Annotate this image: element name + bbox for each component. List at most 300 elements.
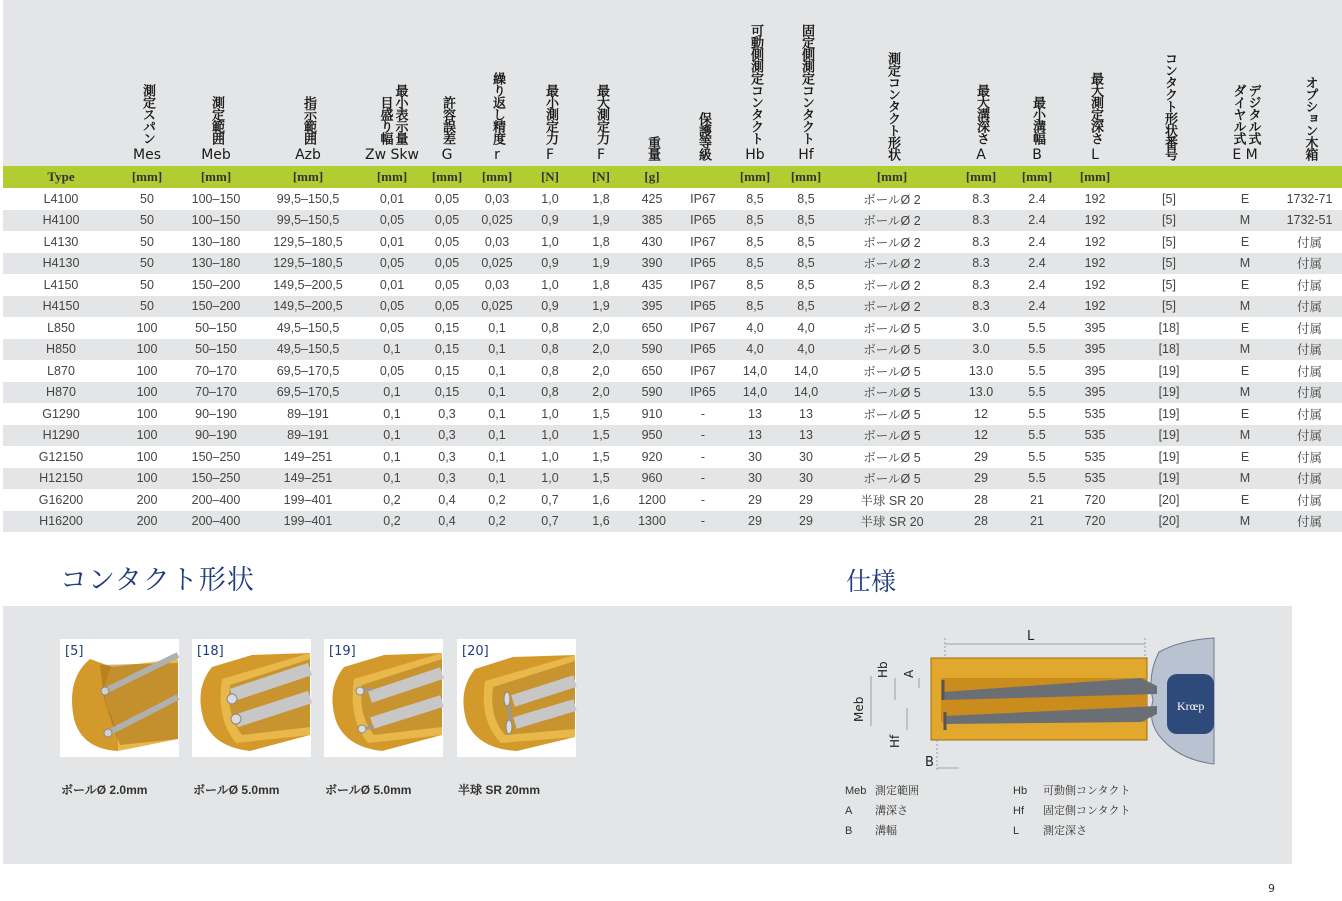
table-cell: 0,1 xyxy=(469,317,525,339)
legend-item xyxy=(845,822,897,838)
column-header xyxy=(1125,0,1213,166)
table-cell: 2.4 xyxy=(1009,231,1065,253)
column-header-label: コンタクト形状番号 xyxy=(1162,52,1177,160)
table-cell: M xyxy=(1213,253,1277,275)
table-cell: ボールØ 2 xyxy=(831,296,953,318)
table-cell: 8,5 xyxy=(729,188,781,210)
table-cell: 0,1 xyxy=(359,403,425,425)
unit-cell: [mm] xyxy=(119,166,175,188)
table-cell: 0,1 xyxy=(359,468,425,490)
unit-cell xyxy=(677,166,729,188)
table-cell: 0,025 xyxy=(469,253,525,275)
table-cell: 1,8 xyxy=(575,188,627,210)
legend-abbr: A xyxy=(845,805,853,817)
table-cell: 8.3 xyxy=(953,231,1009,253)
table-cell: 2,0 xyxy=(575,317,627,339)
column-header xyxy=(1213,0,1277,166)
table-cell: 4,0 xyxy=(729,317,781,339)
table-cell: 1300 xyxy=(627,511,677,533)
column-header xyxy=(359,0,425,166)
table-cell: 395 xyxy=(627,296,677,318)
table-cell: 0,05 xyxy=(425,210,469,232)
unit-cell xyxy=(1277,166,1342,188)
table-cell: 100–150 xyxy=(175,210,257,232)
table-cell: 129,5–180,5 xyxy=(257,253,359,275)
column-symbol: A xyxy=(976,147,986,163)
table-cell: ボールØ 5 xyxy=(831,339,953,361)
table-cell: 720 xyxy=(1065,489,1125,511)
table-cell: 1,9 xyxy=(575,253,627,275)
table-cell: 5.5 xyxy=(1009,403,1065,425)
table-cell: 70–170 xyxy=(175,382,257,404)
table-cell: 5.5 xyxy=(1009,339,1065,361)
table-cell: 付属 xyxy=(1277,403,1342,425)
table-cell: 395 xyxy=(1065,360,1125,382)
table-cell: 100 xyxy=(119,339,175,361)
column-symbol: E M xyxy=(1232,147,1258,163)
table-cell: 192 xyxy=(1065,296,1125,318)
table-cell: 1,0 xyxy=(525,446,575,468)
table-cell: 69,5–170,5 xyxy=(257,360,359,382)
table-cell: 14,0 xyxy=(781,382,831,404)
table-cell: 0,05 xyxy=(359,296,425,318)
legend-text: 溝深さ xyxy=(875,805,908,817)
table-row xyxy=(3,425,1342,447)
type-cell: L4100 xyxy=(3,188,119,210)
table-cell: E xyxy=(1213,403,1277,425)
type-cell: H850 xyxy=(3,339,119,361)
table-cell: 2.4 xyxy=(1009,210,1065,232)
table-cell: 200–400 xyxy=(175,489,257,511)
table-cell: 49,5–150,5 xyxy=(257,317,359,339)
table-cell: M xyxy=(1213,296,1277,318)
table-cell: 0,05 xyxy=(359,317,425,339)
table-cell: 0,1 xyxy=(359,339,425,361)
table-cell: 192 xyxy=(1065,188,1125,210)
column-header xyxy=(3,0,119,166)
bottom-band xyxy=(3,606,1292,864)
table-cell: 50 xyxy=(119,231,175,253)
column-header-label: 最大測定深さ xyxy=(1088,72,1103,144)
table-cell: 920 xyxy=(627,446,677,468)
table-cell: 49,5–150,5 xyxy=(257,339,359,361)
table-cell: 8.3 xyxy=(953,274,1009,296)
unit-cell: [mm] xyxy=(359,166,425,188)
column-symbol: Azb xyxy=(295,147,321,163)
column-header xyxy=(175,0,257,166)
table-cell: 192 xyxy=(1065,231,1125,253)
table-cell: 0,01 xyxy=(359,231,425,253)
column-symbol: Meb xyxy=(201,147,231,163)
table-cell: 129,5–180,5 xyxy=(257,231,359,253)
table-row xyxy=(3,317,1342,339)
table-cell: 8.3 xyxy=(953,210,1009,232)
table-cell: 0,4 xyxy=(425,489,469,511)
column-header xyxy=(781,0,831,166)
table-cell: 720 xyxy=(1065,511,1125,533)
table-cell: IP67 xyxy=(677,317,729,339)
table-cell: 199–401 xyxy=(257,489,359,511)
column-header-label: オプション木箱 xyxy=(1302,76,1318,160)
table-cell: 1,5 xyxy=(575,446,627,468)
table-cell: [19] xyxy=(1125,360,1213,382)
table-cell: 13 xyxy=(729,403,781,425)
table-cell: 0,7 xyxy=(525,489,575,511)
table-cell: ボールØ 2 xyxy=(831,231,953,253)
table-cell: 100 xyxy=(119,425,175,447)
page-number: 9 xyxy=(1268,882,1275,895)
type-cell: H4100 xyxy=(3,210,119,232)
column-header-label: 最小表示量 xyxy=(392,84,408,144)
column-header-label: 測定範囲 xyxy=(209,96,224,144)
column-header-label: 保護等級 xyxy=(696,112,711,160)
unit-cell: [g] xyxy=(627,166,677,188)
shape-card-20 xyxy=(457,639,576,757)
table-cell: M xyxy=(1213,511,1277,533)
shape-caption-5: ボールØ 2.0mm xyxy=(61,783,148,797)
table-cell: 390 xyxy=(627,253,677,275)
table-cell: ボールØ 5 xyxy=(831,425,953,447)
table-cell: 8.3 xyxy=(953,188,1009,210)
table-cell: [5] xyxy=(1125,253,1213,275)
table-cell: IP67 xyxy=(677,188,729,210)
table-cell: 150–200 xyxy=(175,274,257,296)
table-row xyxy=(3,489,1342,511)
table-cell: 149–251 xyxy=(257,468,359,490)
table-cell: 535 xyxy=(1065,403,1125,425)
table-cell: 4,0 xyxy=(729,339,781,361)
table-cell: - xyxy=(677,468,729,490)
table-cell: 0,9 xyxy=(525,210,575,232)
table-cell: 0,3 xyxy=(425,403,469,425)
table-cell: [19] xyxy=(1125,425,1213,447)
table-cell: 0,15 xyxy=(425,317,469,339)
table-cell: 半球 SR 20 xyxy=(831,489,953,511)
table-cell: 付属 xyxy=(1277,360,1342,382)
column-header xyxy=(677,0,729,166)
table-cell: 付属 xyxy=(1277,489,1342,511)
table-cell: [18] xyxy=(1125,317,1213,339)
table-cell: 13.0 xyxy=(953,360,1009,382)
table-cell: 0,1 xyxy=(359,425,425,447)
type-cell: L850 xyxy=(3,317,119,339)
table-cell: IP65 xyxy=(677,253,729,275)
table-cell: ボールØ 5 xyxy=(831,403,953,425)
table-cell: ボールØ 2 xyxy=(831,210,953,232)
table-cell: [20] xyxy=(1125,489,1213,511)
table-cell: 100 xyxy=(119,360,175,382)
type-cell: G12150 xyxy=(3,446,119,468)
table-cell: 8,5 xyxy=(729,296,781,318)
type-cell: G1290 xyxy=(3,403,119,425)
table-cell: 192 xyxy=(1065,210,1125,232)
table-cell: 12 xyxy=(953,403,1009,425)
table-cell: 0,8 xyxy=(525,339,575,361)
table-row xyxy=(3,253,1342,275)
unit-cell: Type xyxy=(3,166,119,188)
table-cell: 1,8 xyxy=(575,274,627,296)
table-cell: 50 xyxy=(119,188,175,210)
table-cell: 199–401 xyxy=(257,511,359,533)
shape-caption-20: 半球 SR 20mm xyxy=(458,783,541,797)
column-header-label: 繰り返し精度 xyxy=(490,72,505,144)
column-header xyxy=(257,0,359,166)
table-cell: ボールØ 5 xyxy=(831,382,953,404)
table-cell: E xyxy=(1213,188,1277,210)
legend-abbr: Hb xyxy=(1013,785,1028,797)
column-symbol: Mes xyxy=(133,147,161,163)
column-header xyxy=(831,0,953,166)
shape-card-19 xyxy=(324,639,443,757)
table-cell: 0,05 xyxy=(359,253,425,275)
table-cell: 1,0 xyxy=(525,274,575,296)
table-cell: 1,0 xyxy=(525,425,575,447)
table-cell: 1,0 xyxy=(525,231,575,253)
shape-caption-18: ボールØ 5.0mm xyxy=(193,783,280,797)
type-cell: H16200 xyxy=(3,511,119,533)
table-row xyxy=(3,274,1342,296)
table-cell: 1,5 xyxy=(575,468,627,490)
table-cell: 0,03 xyxy=(469,188,525,210)
table-cell: [5] xyxy=(1125,210,1213,232)
table-cell: 28 xyxy=(953,511,1009,533)
table-cell: 0,025 xyxy=(469,210,525,232)
legend-abbr: Hf xyxy=(1013,805,1024,817)
table-row xyxy=(3,360,1342,382)
table-cell: 149,5–200,5 xyxy=(257,274,359,296)
table-cell: 2.4 xyxy=(1009,188,1065,210)
table-cell: 1,0 xyxy=(525,468,575,490)
shape-code: [5] xyxy=(65,644,84,659)
table-cell: 8,5 xyxy=(781,253,831,275)
unit-cell: [mm] xyxy=(257,166,359,188)
table-cell: 0,2 xyxy=(469,489,525,511)
table-cell: 1,5 xyxy=(575,403,627,425)
legend-item xyxy=(845,782,919,798)
table-cell: M xyxy=(1213,468,1277,490)
table-cell: - xyxy=(677,403,729,425)
table-cell: 8,5 xyxy=(729,231,781,253)
table-cell: 1200 xyxy=(627,489,677,511)
table-cell: 4,0 xyxy=(781,339,831,361)
table-cell: 0,05 xyxy=(425,231,469,253)
table-cell: 50 xyxy=(119,296,175,318)
table-cell: 0,1 xyxy=(469,382,525,404)
table-row xyxy=(3,446,1342,468)
column-symbol: B xyxy=(1032,147,1042,163)
column-header xyxy=(575,0,627,166)
table-cell: [5] xyxy=(1125,274,1213,296)
table-cell: [5] xyxy=(1125,231,1213,253)
table-cell: 0,15 xyxy=(425,382,469,404)
table-cell: E xyxy=(1213,231,1277,253)
table-cell: 付属 xyxy=(1277,425,1342,447)
column-header-label: デジタル式 xyxy=(1245,84,1261,144)
table-cell: 70–170 xyxy=(175,360,257,382)
table-cell: 100 xyxy=(119,468,175,490)
table-cell: 付属 xyxy=(1277,446,1342,468)
column-header xyxy=(1009,0,1065,166)
column-symbol: Hb xyxy=(745,147,765,163)
unit-cell: [N] xyxy=(575,166,627,188)
unit-cell: [mm] xyxy=(953,166,1009,188)
table-cell: 395 xyxy=(1065,317,1125,339)
table-body xyxy=(3,188,1342,532)
table-cell: IP65 xyxy=(677,382,729,404)
table-cell: 12 xyxy=(953,425,1009,447)
legend-item xyxy=(1013,822,1087,838)
table-cell: 192 xyxy=(1065,274,1125,296)
table-cell: IP67 xyxy=(677,360,729,382)
table-cell: 付属 xyxy=(1277,317,1342,339)
table-cell: 29 xyxy=(729,511,781,533)
table-cell: 30 xyxy=(729,468,781,490)
table-cell: 0,03 xyxy=(469,274,525,296)
table-cell: 付属 xyxy=(1277,339,1342,361)
table-cell: M xyxy=(1213,210,1277,232)
table-cell: 8,5 xyxy=(781,296,831,318)
table-cell: 8,5 xyxy=(729,274,781,296)
legend-text: 測定深さ xyxy=(1043,825,1087,837)
type-cell: H12150 xyxy=(3,468,119,490)
table-cell: 430 xyxy=(627,231,677,253)
column-header-label: 最小溝幅 xyxy=(1030,96,1045,144)
contact-shape-title: コンタクト形状 xyxy=(60,565,255,596)
table-cell: [19] xyxy=(1125,446,1213,468)
type-cell: H870 xyxy=(3,382,119,404)
table-cell: 2.4 xyxy=(1009,274,1065,296)
column-symbol: Zw Skw xyxy=(365,147,419,163)
table-cell: 29 xyxy=(729,489,781,511)
table-cell: 29 xyxy=(953,468,1009,490)
table-cell: 1,0 xyxy=(525,188,575,210)
unit-cell: [mm] xyxy=(1065,166,1125,188)
table-cell: IP65 xyxy=(677,296,729,318)
unit-cell: [mm] xyxy=(781,166,831,188)
column-header xyxy=(469,0,525,166)
column-header-label: 目盛り幅 xyxy=(377,96,393,144)
table-cell: 8,5 xyxy=(781,210,831,232)
unit-cell: [mm] xyxy=(469,166,525,188)
table-cell: 910 xyxy=(627,403,677,425)
table-cell: 30 xyxy=(729,446,781,468)
table-cell: 100 xyxy=(119,382,175,404)
column-header-label: 固定側測定コンタクト xyxy=(799,24,814,144)
unit-cell: [mm] xyxy=(425,166,469,188)
table-cell: 0,2 xyxy=(359,511,425,533)
shape-caption-19: ボールØ 5.0mm xyxy=(325,783,412,797)
table-cell: 付属 xyxy=(1277,296,1342,318)
column-header-label: 測定コンタクト形状 xyxy=(885,52,900,160)
column-header-label: 指示範囲 xyxy=(301,96,316,144)
unit-cell: [N] xyxy=(525,166,575,188)
unit-cell xyxy=(1213,166,1277,188)
type-cell: H1290 xyxy=(3,425,119,447)
legend-abbr: Meb xyxy=(845,785,867,797)
table-cell: 0,1 xyxy=(469,446,525,468)
table-cell: 149–251 xyxy=(257,446,359,468)
dim-B: B xyxy=(925,755,934,770)
table-cell: 89–191 xyxy=(257,425,359,447)
table-cell: 0,1 xyxy=(469,468,525,490)
column-header xyxy=(425,0,469,166)
table-cell: 100 xyxy=(119,446,175,468)
table-cell: 0,3 xyxy=(425,425,469,447)
legend-text: 固定側コンタクト xyxy=(1043,805,1131,817)
type-cell: G16200 xyxy=(3,489,119,511)
table-cell: [18] xyxy=(1125,339,1213,361)
table-cell: 435 xyxy=(627,274,677,296)
table-cell: 960 xyxy=(627,468,677,490)
table-row xyxy=(3,403,1342,425)
table-cell: 付属 xyxy=(1277,231,1342,253)
table-cell: 1,9 xyxy=(575,296,627,318)
dim-L: L xyxy=(1027,629,1035,644)
table-cell: 0,1 xyxy=(469,360,525,382)
table-cell: 0,8 xyxy=(525,382,575,404)
table-cell: 590 xyxy=(627,382,677,404)
table-cell: 200–400 xyxy=(175,511,257,533)
table-cell: 付属 xyxy=(1277,253,1342,275)
column-header-label: 最大測定力 xyxy=(594,84,609,144)
table-cell: 535 xyxy=(1065,425,1125,447)
table-cell: 385 xyxy=(627,210,677,232)
column-symbol: F xyxy=(596,147,606,163)
legend-item xyxy=(845,802,908,818)
table-cell: 535 xyxy=(1065,446,1125,468)
dim-Hf: Hf xyxy=(888,734,902,748)
table-cell: [20] xyxy=(1125,511,1213,533)
spec-table xyxy=(3,0,1342,532)
table-cell: 100 xyxy=(119,317,175,339)
shape-code: [18] xyxy=(197,644,224,659)
table-cell: 0,2 xyxy=(359,489,425,511)
table-cell: 50 xyxy=(119,253,175,275)
spec-table-area xyxy=(3,0,1333,532)
table-row xyxy=(3,231,1342,253)
table-cell: 0,15 xyxy=(425,339,469,361)
column-header-label: 許容誤差 xyxy=(440,96,455,144)
table-cell: 0,1 xyxy=(469,403,525,425)
table-cell: 5.5 xyxy=(1009,425,1065,447)
table-cell: 14,0 xyxy=(729,382,781,404)
column-header xyxy=(729,0,781,166)
table-cell: 8,5 xyxy=(781,188,831,210)
column-symbol: Hf xyxy=(798,147,814,163)
table-cell: 0,05 xyxy=(359,210,425,232)
table-cell: 650 xyxy=(627,360,677,382)
table-cell: ボールØ 2 xyxy=(831,188,953,210)
table-cell: E xyxy=(1213,360,1277,382)
table-cell: 150–250 xyxy=(175,468,257,490)
table-cell: 8,5 xyxy=(781,231,831,253)
table-cell: 8,5 xyxy=(781,274,831,296)
table-cell: 0,15 xyxy=(425,360,469,382)
table-cell: 30 xyxy=(781,468,831,490)
shape-card-5 xyxy=(60,639,179,757)
table-cell: 1,6 xyxy=(575,489,627,511)
table-cell: 0,1 xyxy=(469,339,525,361)
table-cell: 0,2 xyxy=(469,511,525,533)
table-cell: 0,1 xyxy=(359,446,425,468)
table-cell: 192 xyxy=(1065,253,1125,275)
table-cell: 付属 xyxy=(1277,468,1342,490)
table-cell: 5.5 xyxy=(1009,317,1065,339)
table-cell: 5.5 xyxy=(1009,446,1065,468)
table-cell: 1,5 xyxy=(575,425,627,447)
table-cell: 8.3 xyxy=(953,253,1009,275)
table-row xyxy=(3,188,1342,210)
